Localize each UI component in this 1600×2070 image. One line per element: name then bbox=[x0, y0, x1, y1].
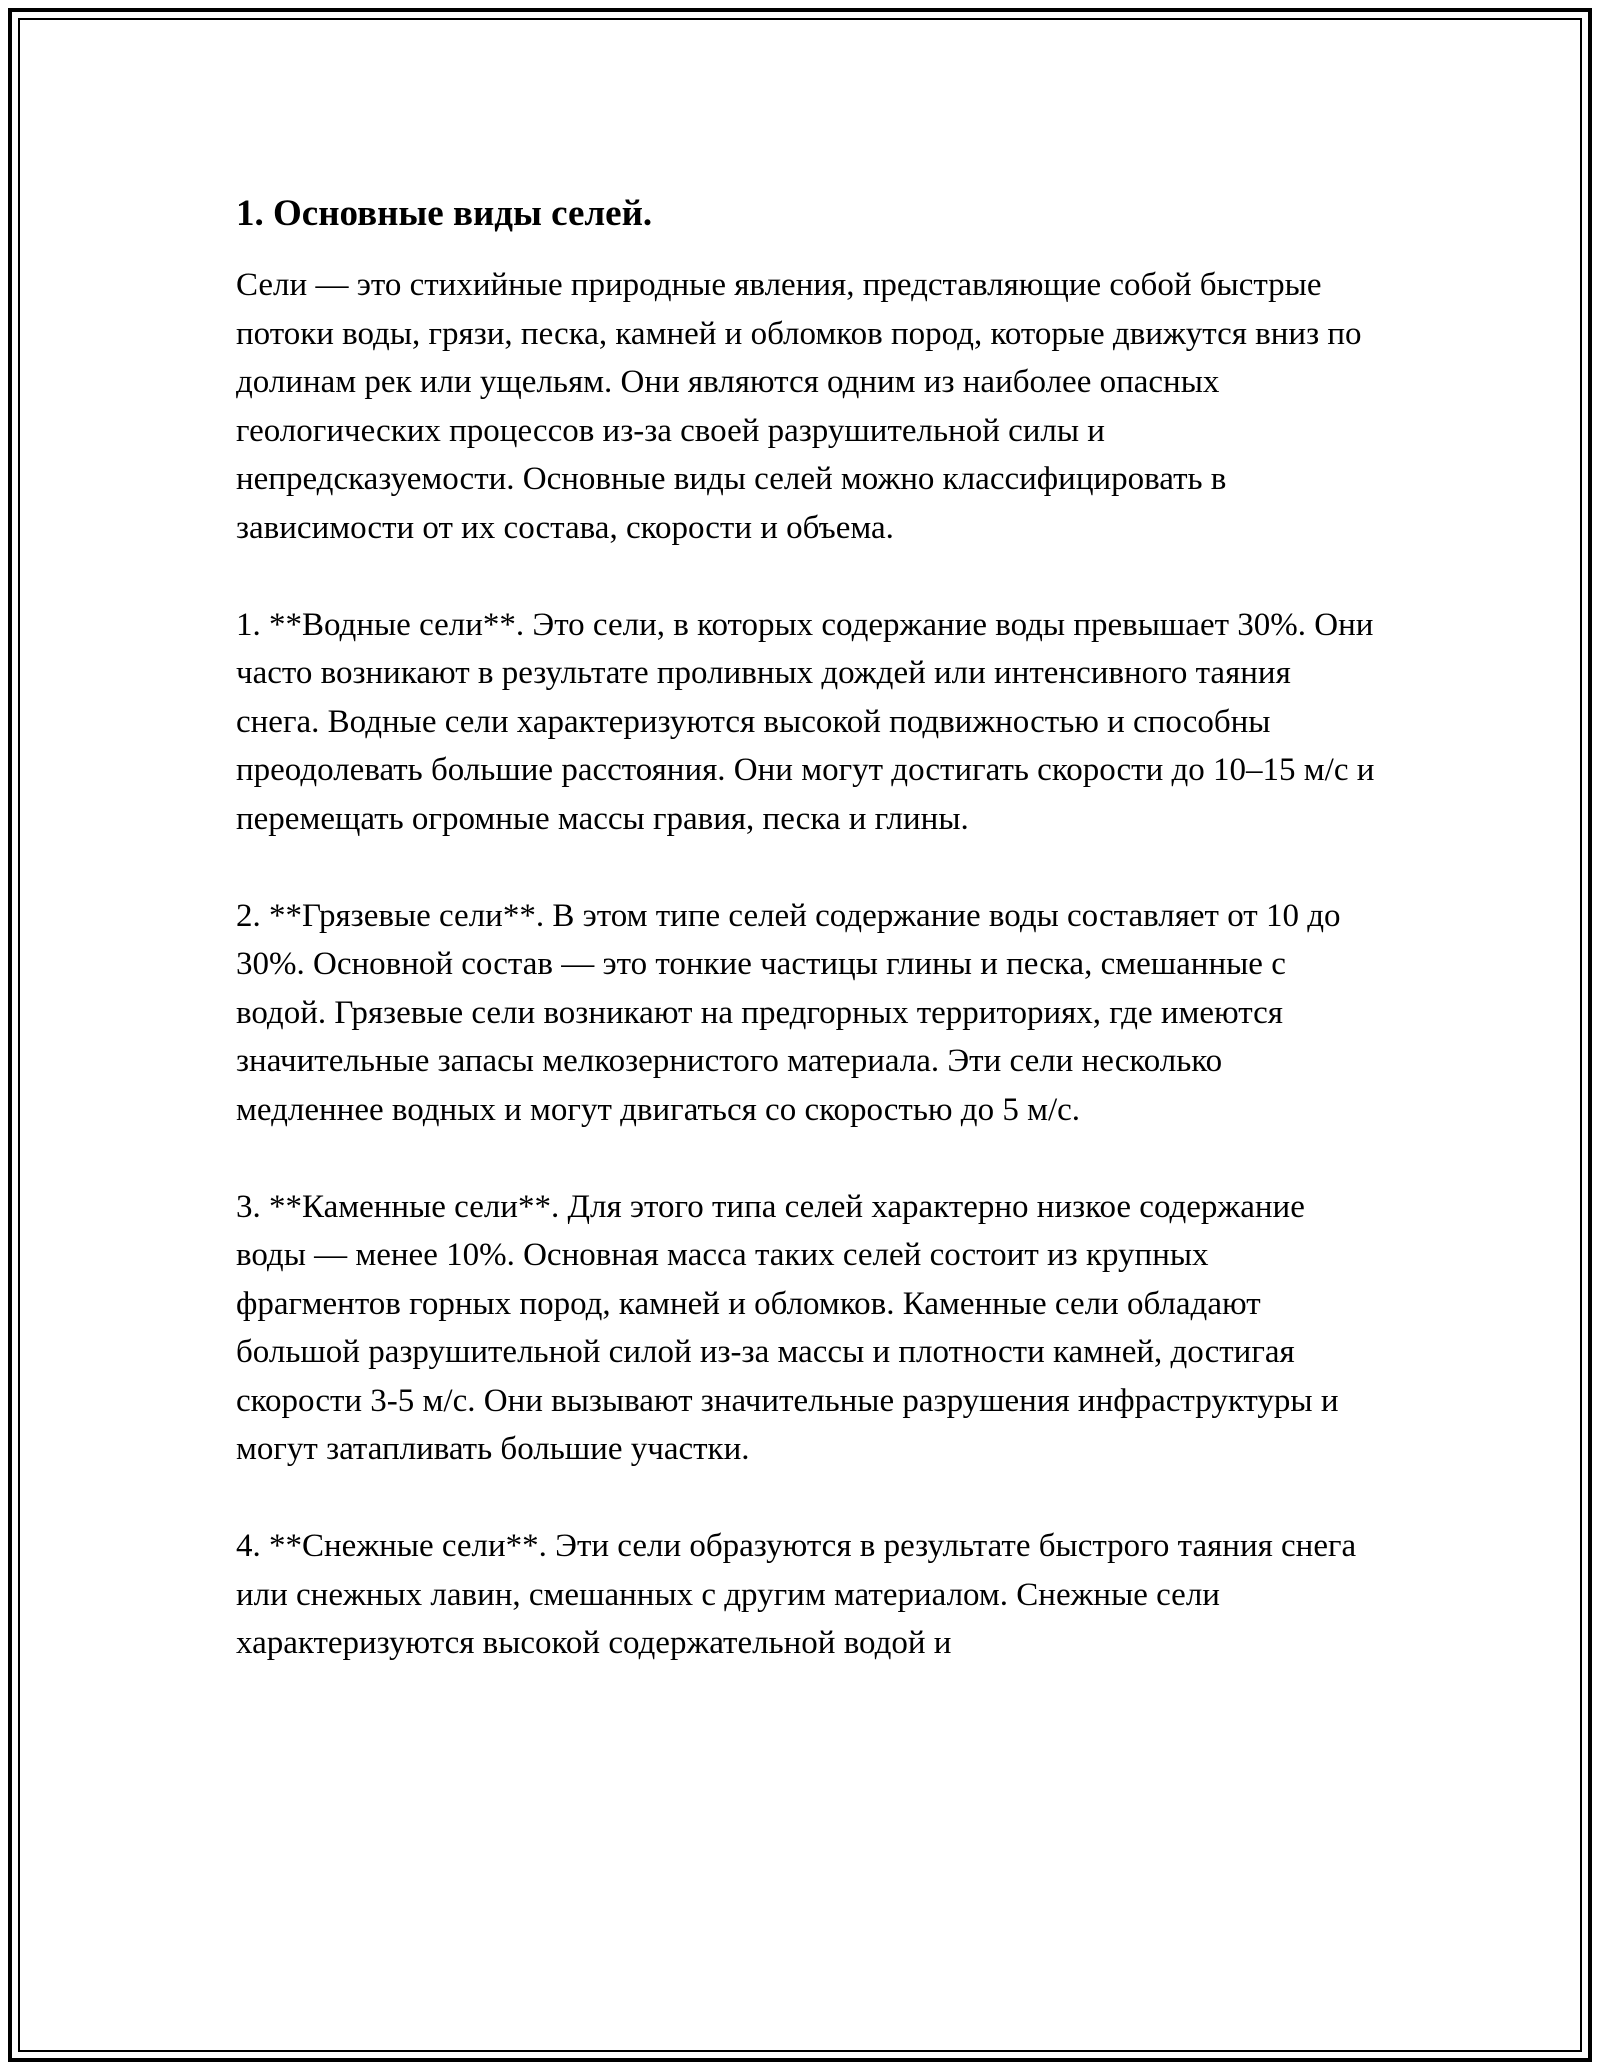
section-heading: 1. Основные виды селей. bbox=[236, 193, 653, 234]
paragraph-snow-mudflows: 4. **Снежные сели**. Эти сели образуются в результате быстрого таяния снега или снежных лавин, смешанных с другим материалом. Снежные сели характеризуются высокой содержательной водой и bbox=[236, 1528, 1357, 1661]
paragraph-stone-mudflows: 3. **Каменные сели**. Для этого типа селей характерно низкое содержание воды — менее 10%. Основная масса таких селей состоит из крупных фрагментов горных пород, камней и обломков. Каменные сели обладают большой разрушительной силой из-за массы и плотности камней, достигая скорости 3-5 м/с. Они вызывают значительные разрушения инфраструктуры и могут затапливать большие участки. bbox=[236, 1188, 1339, 1467]
document-body bbox=[236, 186, 1376, 1668]
intro-paragraph: Сели — это стихийные природные явления, представляющие собой быстрые потоки воды, грязи, песка, камней и обломков пород, которые движутся вниз по долинам рек или ущельям. Они являются одним из наиболее опасных геологических процессов из-за своей разрушительной силы и непредсказуемости. Основные виды селей можно классифицировать в зависимости от их состава, скорости и объема. bbox=[236, 267, 1362, 546]
paragraph-mud-mudflows: 2. **Грязевые сели**. В этом типе селей содержание воды составляет от 10 до 30%. Основной состав — это тонкие частицы глины и песка, смешанные с водой. Грязевые сели возникают на предгорных территориях, где имеются значительные запасы мелкозернистого материала. Эти сели несколько медленнее водных и могут двигаться со скоростью до 5 м/с. bbox=[236, 897, 1341, 1128]
paragraph-water-mudflows: 1. **Водные сели**. Это сели, в которых содержание воды превышает 30%. Они часто возникают в результате проливных дождей или интенсивного таяния снега. Водные сели характеризуются высокой подвижностью и способны преодолевать большие расстояния. Они могут достигать скорости до 10–15 м/с и перемещать огромные массы гравия, песка и глины. bbox=[236, 606, 1375, 837]
